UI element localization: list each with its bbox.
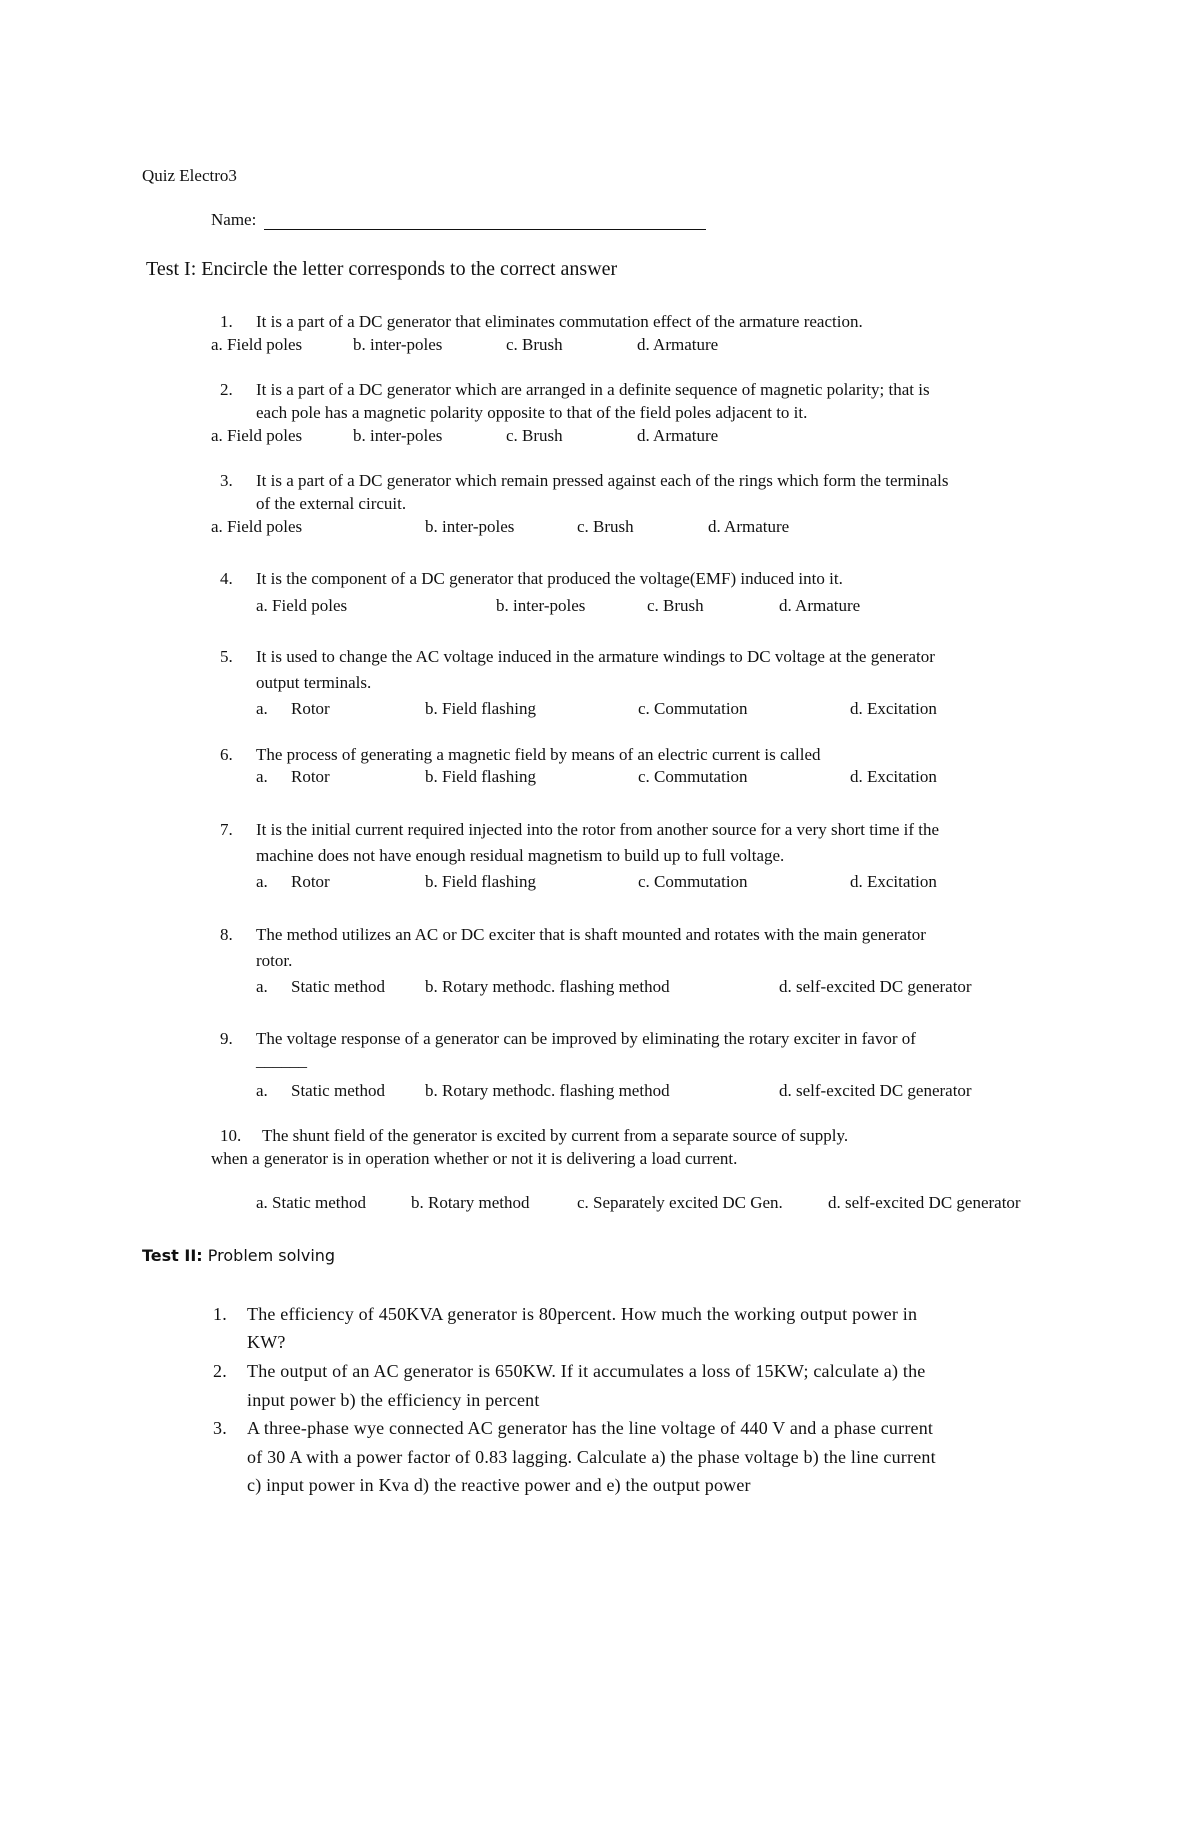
- problem-text: A three-phase wye connected AC generator has the line voltage of 440 V and a phase current: [247, 1418, 934, 1438]
- option-d[interactable]: d. Armature: [637, 426, 719, 445]
- question-number: 2.: [220, 380, 233, 399]
- option-a-letter[interactable]: a.: [256, 699, 268, 718]
- question-text: each pole has a magnetic polarity opposite to that of the field poles adjacent to it.: [256, 403, 808, 422]
- problem-text: The output of an AC generator is 650KW. If it accumulates a loss of 15KW; calculate a) the: [247, 1361, 926, 1381]
- problem-number: 3.: [213, 1418, 227, 1438]
- option-b[interactable]: b. inter-poles: [425, 517, 515, 536]
- problem-number: 2.: [213, 1361, 227, 1381]
- option-d[interactable]: d. Excitation: [850, 872, 937, 891]
- question-text: It is a part of a DC generator which are arranged in a definite sequence of magnetic polarity; that is: [256, 380, 930, 399]
- option-a[interactable]: a. Field poles: [211, 517, 303, 536]
- question-text: It is the component of a DC generator that produced the voltage(EMF) induced into it.: [256, 569, 843, 588]
- problem-text: c) input power in Kva d) the reactive power and e) the output power: [247, 1475, 751, 1495]
- question-text: of the external circuit.: [256, 494, 407, 513]
- option-b-c[interactable]: b. Rotary methodc. flashing method: [425, 1081, 670, 1100]
- option-a[interactable]: a. Static method: [256, 1193, 367, 1212]
- option-a[interactable]: Rotor: [291, 699, 330, 718]
- option-c[interactable]: c. Commutation: [638, 699, 748, 718]
- option-d[interactable]: d. Armature: [637, 335, 719, 354]
- name-blank-line[interactable]: [264, 229, 706, 230]
- option-b[interactable]: b. Field flashing: [425, 872, 536, 891]
- quiz-title: Quiz Electro3: [142, 166, 237, 185]
- option-c[interactable]: c. Commutation: [638, 767, 748, 786]
- option-a[interactable]: Rotor: [291, 872, 330, 891]
- test2-heading: [142, 1246, 335, 1265]
- test2-heading-rest: Problem solving: [202, 1246, 336, 1265]
- question-text: It is used to change the AC voltage induced in the armature windings to DC voltage at the generator: [256, 647, 935, 666]
- option-c[interactable]: c. Brush: [506, 426, 563, 445]
- problem-text: input power b) the efficiency in percent: [247, 1390, 540, 1410]
- question-text: The shunt field of the generator is excited by current from a separate source of supply.: [262, 1126, 849, 1145]
- option-a[interactable]: a. Field poles: [211, 335, 303, 354]
- question-number: 9.: [220, 1029, 233, 1048]
- option-b[interactable]: b. inter-poles: [353, 426, 443, 445]
- option-a-letter[interactable]: a.: [256, 767, 268, 786]
- question-text: The process of generating a magnetic field by means of an electric current is called: [256, 745, 821, 764]
- question-number: 7.: [220, 820, 233, 839]
- option-d[interactable]: d. Armature: [779, 596, 861, 615]
- test2-heading-bold: Test II:: [142, 1246, 203, 1265]
- option-a-letter[interactable]: a.: [256, 872, 268, 891]
- option-d[interactable]: d. Excitation: [850, 699, 937, 718]
- problem-text: of 30 A with a power factor of 0.83 lagging. Calculate a) the phase voltage b) the line current: [247, 1447, 936, 1467]
- problem-text: The efficiency of 450KVA generator is 80percent. How much the working output power in: [247, 1304, 918, 1324]
- option-a[interactable]: a. Field poles: [211, 426, 303, 445]
- option-b[interactable]: b. Field flashing: [425, 767, 536, 786]
- option-a[interactable]: Static method: [291, 1081, 385, 1100]
- question-number: 4.: [220, 569, 233, 588]
- option-a-letter[interactable]: a.: [256, 977, 268, 996]
- option-a[interactable]: Rotor: [291, 767, 330, 786]
- option-b[interactable]: b. inter-poles: [496, 596, 586, 615]
- option-d[interactable]: d. Armature: [708, 517, 790, 536]
- question-text: It is a part of a DC generator that eliminates commutation effect of the armature reaction.: [256, 312, 863, 331]
- option-d[interactable]: d. self-excited DC generator: [779, 1081, 972, 1100]
- question-text: It is the initial current required injected into the rotor from another source for a very short time if the: [256, 820, 940, 839]
- option-d[interactable]: d. self-excited DC generator: [828, 1193, 1021, 1212]
- question-number: 3.: [220, 471, 233, 490]
- question-number: 5.: [220, 647, 233, 666]
- question-text: when a generator is in operation whether or not it is delivering a load current.: [211, 1149, 738, 1168]
- question-number: 1.: [220, 312, 233, 331]
- problem-text: KW?: [247, 1332, 286, 1352]
- question-number: 8.: [220, 925, 233, 944]
- problem-number: 1.: [213, 1304, 227, 1324]
- name-label: Name:: [211, 210, 257, 229]
- question-text: It is a part of a DC generator which remain pressed against each of the rings which form the terminals: [256, 471, 949, 490]
- option-b[interactable]: b. Field flashing: [425, 699, 536, 718]
- answer-blank: ______: [256, 1051, 307, 1070]
- question-text: rotor.: [256, 951, 293, 970]
- question-text: machine does not have enough residual magnetism to build up to full voltage.: [256, 846, 785, 865]
- option-c[interactable]: c. Brush: [647, 596, 704, 615]
- question-text: The voltage response of a generator can be improved by eliminating the rotary exciter in favor of: [256, 1029, 916, 1048]
- question-number: 10.: [220, 1126, 242, 1145]
- option-a[interactable]: Static method: [291, 977, 385, 996]
- option-c[interactable]: c. Brush: [577, 517, 634, 536]
- option-d[interactable]: d. Excitation: [850, 767, 937, 786]
- option-c[interactable]: c. Separately excited DC Gen.: [577, 1193, 783, 1212]
- option-b[interactable]: b. Rotary method: [411, 1193, 530, 1212]
- option-b-c[interactable]: b. Rotary methodc. flashing method: [425, 977, 670, 996]
- test1-heading: Test I: Encircle the letter corresponds to the correct answer: [146, 258, 618, 280]
- option-c[interactable]: c. Brush: [506, 335, 563, 354]
- question-number: 6.: [220, 745, 233, 764]
- question-text: The method utilizes an AC or DC exciter that is shaft mounted and rotates with the main generator: [256, 925, 926, 944]
- option-b[interactable]: b. inter-poles: [353, 335, 443, 354]
- option-d[interactable]: d. self-excited DC generator: [779, 977, 972, 996]
- option-c[interactable]: c. Commutation: [638, 872, 748, 891]
- question-text: output terminals.: [256, 673, 372, 692]
- option-a[interactable]: a. Field poles: [256, 596, 348, 615]
- option-a-letter[interactable]: a.: [256, 1081, 268, 1100]
